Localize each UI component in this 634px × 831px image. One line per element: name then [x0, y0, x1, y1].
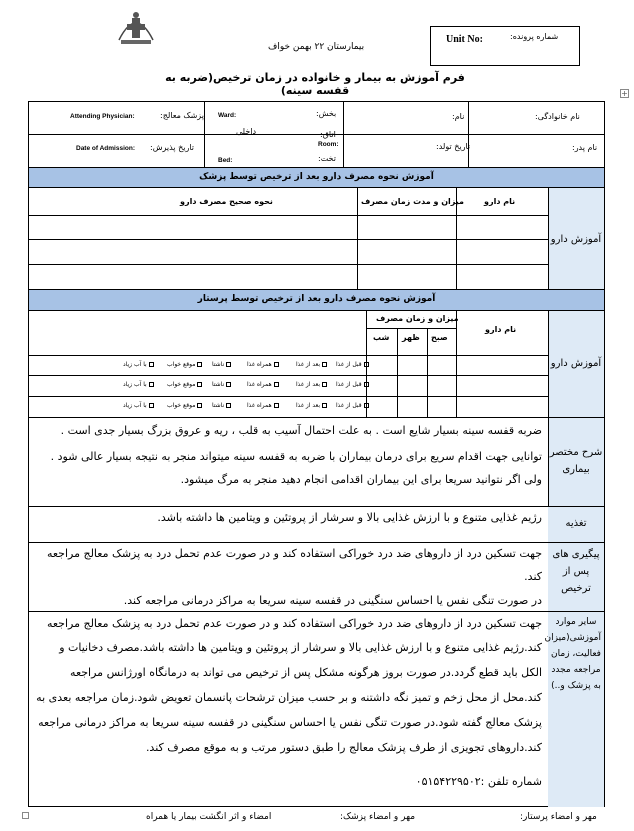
bed-label-en: Bed:: [218, 157, 233, 164]
physician-label-fa: پزشک معالج:: [160, 111, 204, 120]
bed-label-fa: تخت:: [318, 154, 336, 163]
diet-text: رژیم غذایی متنوع و با ارزش غذایی بالا و سرشار از پروتئین و ویتامین ها داشته باشد.: [157, 511, 542, 524]
father-name-label: نام پدر:: [572, 143, 598, 152]
last-name-label: نام خانوادگی:: [535, 112, 580, 121]
hospital-logo: [115, 10, 157, 48]
option-checkbox[interactable]: قبل از غذا: [336, 361, 369, 368]
option-checkbox[interactable]: ناشتا: [212, 381, 231, 388]
physician-label-en: Attending Physician:: [70, 113, 135, 120]
section-divider: [29, 310, 604, 311]
option-checkbox[interactable]: ناشتا: [212, 361, 231, 368]
admission-date-label-fa: تاریخ پذیرش:: [150, 143, 194, 152]
row-divider: [29, 215, 548, 216]
col-night: شب: [373, 333, 390, 342]
option-checkbox[interactable]: با آب زیاد: [123, 361, 154, 368]
col-morning: صبح: [431, 333, 448, 342]
col-divider: [397, 328, 398, 417]
col-divider: [456, 310, 457, 417]
option-checkbox[interactable]: بعد از غذا: [296, 381, 327, 388]
option-checkbox[interactable]: بعد از غذا: [296, 402, 327, 409]
patient-signature-label: امضاء و اثر انگشت بیمار یا همراه: [146, 812, 272, 822]
room-label-fa: اتاق:: [320, 130, 336, 139]
section-divider: [29, 167, 604, 168]
col-divider: [548, 187, 549, 289]
info-col-divider-3: [204, 101, 205, 167]
other-line-3: الکل باید قطع گردد.در صورت بروز هرگونه مشکل پس از ترخیص می تواند به درمانگاه اورژانس مراجعه: [70, 666, 542, 679]
summary-line-2: توانایی جهت اقدام سریع برای درمان بیماران با ضربه به قفسه سینه میتواند منجر به نتیجه بسیار عالی شود .: [50, 450, 542, 463]
row-divider: [366, 328, 456, 329]
option-checkbox[interactable]: قبل از غذا: [336, 381, 369, 388]
nurse-col-drug-name: نام دارو: [485, 325, 517, 334]
nurse-side-label: آموزش دارو: [550, 358, 602, 369]
section-divider: [29, 187, 604, 188]
option-checkbox[interactable]: موقع خواب: [167, 381, 202, 388]
file-number-label: شماره پرونده:: [510, 32, 559, 41]
row-divider: [29, 375, 548, 376]
unit-no-label: Unit No:: [446, 34, 483, 45]
table-move-handle-icon[interactable]: +: [621, 89, 628, 98]
phone-number: شماره تلفن :۰۵۱۵۴۲۲۹۵۰۲: [415, 775, 542, 788]
col-correct-use: نحوه صحیح مصرف دارو: [180, 197, 273, 206]
table-resize-handle-icon[interactable]: [22, 812, 29, 819]
info-col-divider-2: [343, 101, 344, 167]
col-drug-name: نام دارو: [484, 197, 516, 206]
option-checkbox[interactable]: موقع خواب: [167, 361, 202, 368]
ward-label-fa: بخش:: [316, 109, 337, 118]
col-divider: [427, 328, 428, 417]
row-divider: [29, 264, 548, 265]
form-title: فرم آموزش به بیمار و خانواده در زمان ترخیص(ضربه به قفسه سینه): [165, 71, 465, 97]
physician-section-band: آموزش نحوه مصرف دارو بعد از ترخیص توسط پزشک: [29, 167, 604, 187]
other-line-5: پزشک معالج گفته شود.در صورت تنگی نفس یا احساس سنگینی در قفسه سینه سریعا به مراکز درمانی مراجعه: [38, 716, 542, 729]
option-checkbox[interactable]: موقع خواب: [167, 402, 202, 409]
col-noon: ظهر: [402, 333, 420, 342]
birth-date-label: تاریخ تولد:: [436, 142, 471, 151]
option-checkbox[interactable]: با آب زیاد: [123, 381, 154, 388]
first-name-label: نام:: [452, 112, 465, 121]
summary-line-3: ولی اگر نتوانید سریعا برای این بیماران اقدامی انجام دهید منجر به مرگ میشود.: [180, 473, 542, 486]
summary-side-label: شرح مختصر بیماری: [549, 447, 603, 475]
ward-value: داخلی: [236, 127, 257, 136]
followup-line-3: در صورت تنگی نفس یا احساس سنگینی در قفسه سینه سریعا به مراکز درمانی مراجعه کند.: [123, 594, 542, 607]
followup-side-label: پیگیری های پس از ترخیص: [552, 549, 600, 594]
option-checkbox[interactable]: قبل از غذا: [336, 402, 369, 409]
option-checkbox[interactable]: همراه غذا: [247, 402, 279, 409]
summary-line-1: ضربه قفسه سینه بسیار شایع است . به علت احتمال آسیب به قلب ، ریه و عروق بزرگ بسیار جدی است .: [60, 424, 542, 437]
followup-line-2: کند.: [524, 570, 542, 583]
section-divider: [29, 611, 604, 612]
row-divider: [29, 239, 548, 240]
ward-label-en: Ward:: [218, 112, 237, 119]
row-divider: [29, 355, 548, 356]
other-line-1: جهت تسکین درد از داروهای ضد درد خوراکی استفاده کند و در صورت عدم تحمل درد به پزشک معالج مراجعه: [46, 617, 542, 630]
section-divider: [29, 289, 604, 290]
doctor-signature-label: مهر و امضاء پزشک:: [340, 812, 416, 822]
physician-side-label: آموزش دارو: [550, 234, 602, 245]
info-col-divider-1: [468, 101, 469, 167]
option-checkbox[interactable]: همراه غذا: [247, 361, 279, 368]
other-line-6: کند.داروهای تجویزی از طرف پزشک معالج را طبق دستور مرتب و به موقع مصرف کند.: [145, 741, 542, 754]
option-checkbox[interactable]: بعد از غذا: [296, 361, 327, 368]
col-divider: [548, 310, 549, 417]
option-checkbox[interactable]: ناشتا: [212, 402, 231, 409]
nurse-section-band: آموزش نحوه مصرف دارو بعد از ترخیص توسط پرستار: [29, 289, 604, 310]
hospital-name: بیمارستان ۲۲ بهمن خواف: [268, 42, 365, 52]
col-dose-duration: میزان و مدت زمان مصرف: [361, 197, 464, 206]
nurse-signature-label: مهر و امضاء پرستار:: [520, 812, 597, 822]
other-line-4: کند.محل از محل زخم و تمیز نگه داشتنه و بر حسب میزان ترشحات پانسمان تعویض شود.زمان مراجعه بعدی به: [36, 691, 542, 704]
diet-side-label: تغذیه: [565, 518, 587, 529]
row-divider: [29, 396, 548, 397]
section-divider: [29, 417, 604, 418]
other-side-label: سایر موارد آموزشی(میزان فعالیت، زمان مراجعه مجدد به پزشک و..): [544, 617, 601, 691]
followup-line-1: جهت تسکین درد از داروهای ضد درد خوراکی استفاده کند و در صورت عدم تحمل درد به پزشک معالج مراجعه: [46, 547, 542, 560]
option-checkbox[interactable]: همراه غذا: [247, 381, 279, 388]
other-line-2: کند.رژیم غذایی متنوع و با ارزش غذایی بالا و سرشار از پروتئین و ویتامین ها داشته باشد.مصرف دخانیات و: [59, 641, 542, 654]
option-checkbox[interactable]: با آب زیاد: [123, 402, 154, 409]
room-label-en: Room:: [318, 141, 339, 148]
nurse-col-dose-time: میزان و زمان مصرف: [376, 314, 459, 323]
info-row-divider: [29, 134, 604, 135]
admission-date-label-en: Date of Admission:: [76, 145, 135, 152]
col-divider: [357, 187, 358, 289]
